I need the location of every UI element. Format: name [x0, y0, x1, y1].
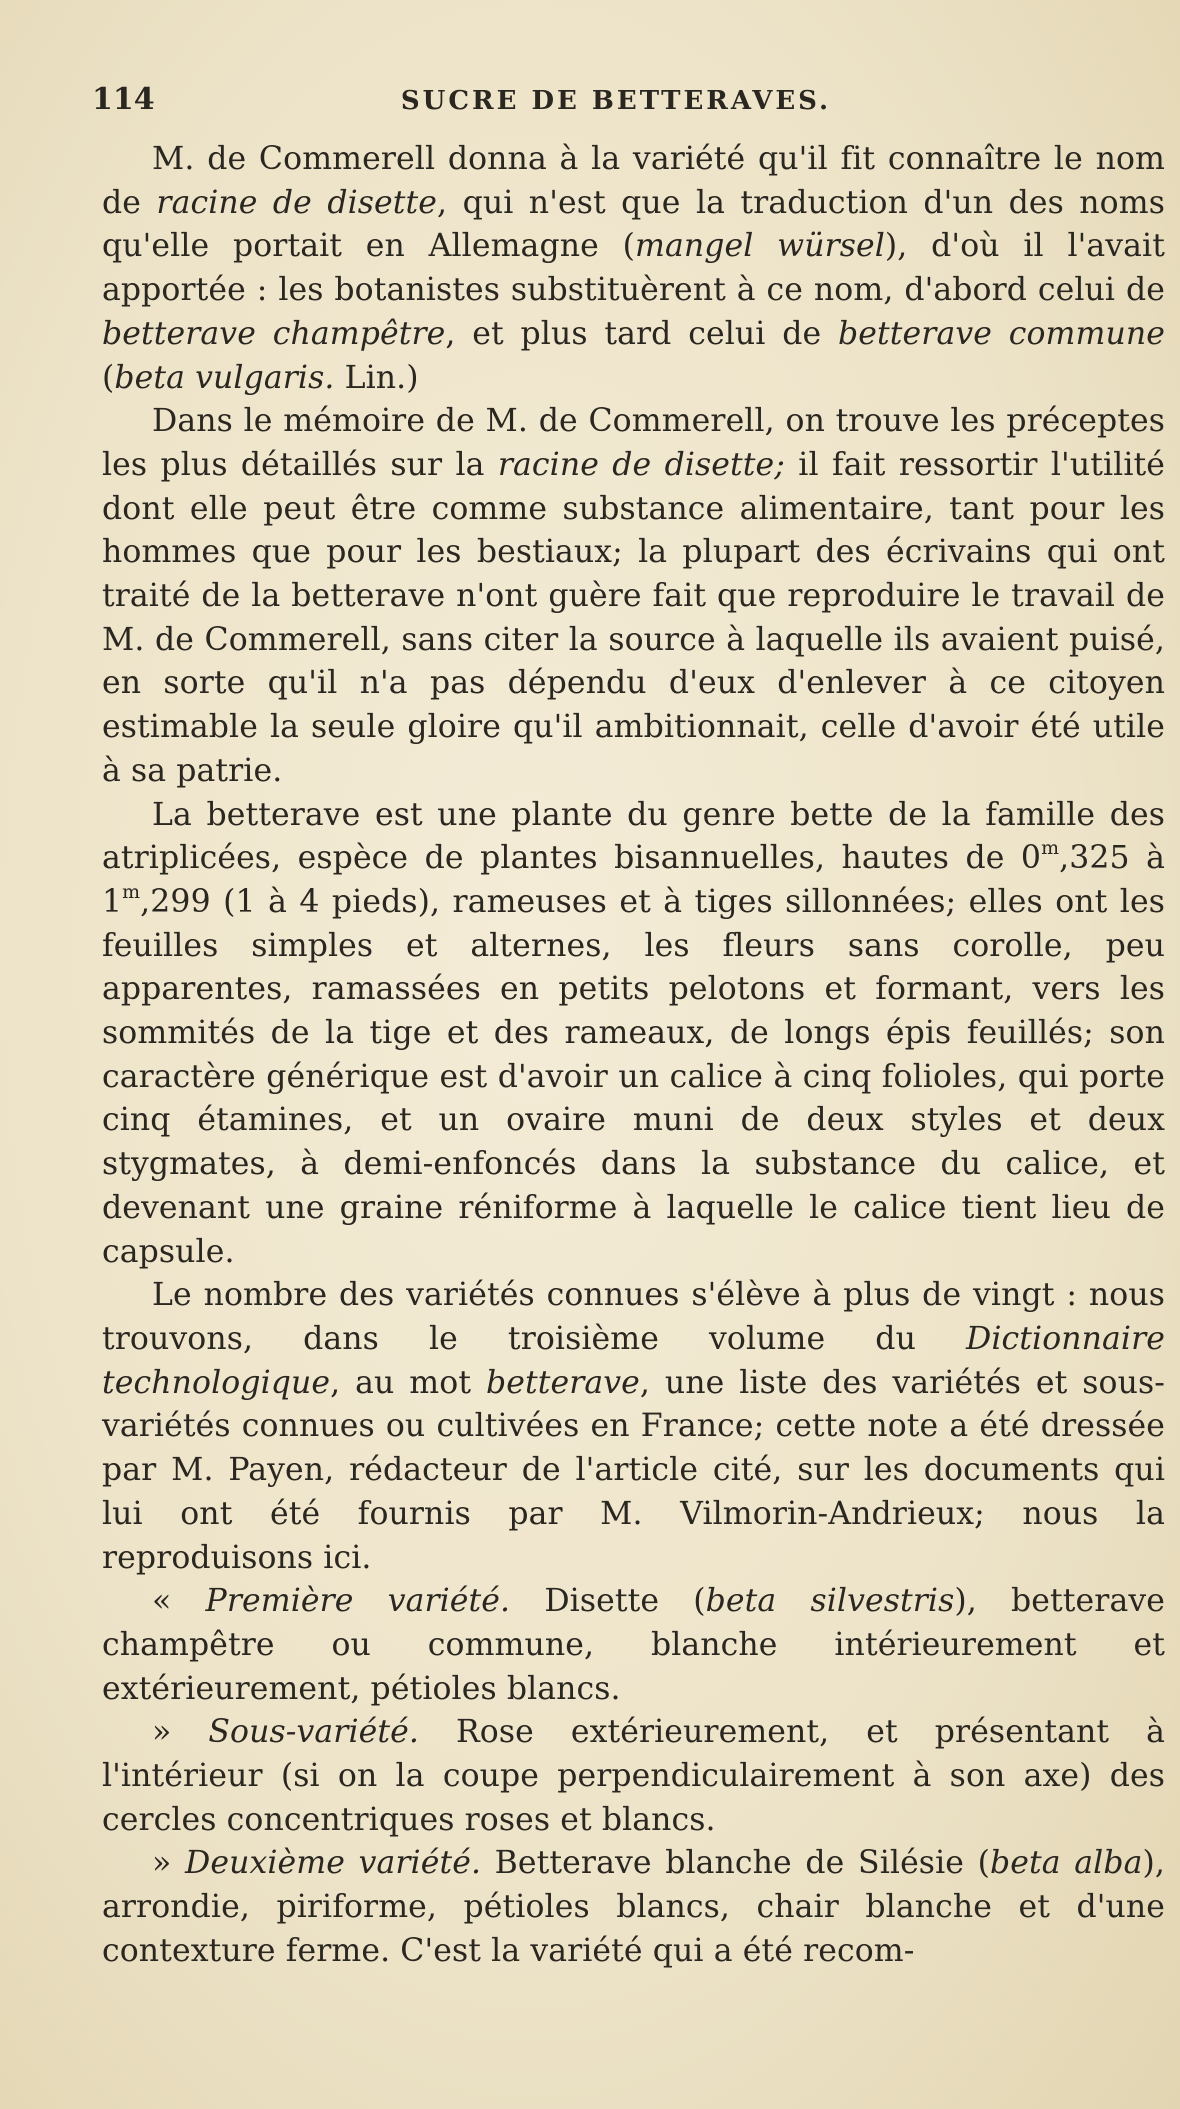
italic-text: betterave champêtre — [102, 315, 446, 352]
italic-text: betterave — [485, 1364, 640, 1401]
italic-text: Première variété. — [205, 1583, 511, 1620]
page-header — [92, 82, 1110, 132]
text-run: Disette ( — [510, 1583, 706, 1620]
running-title: SUCRE DE BETTERAVES. — [400, 86, 832, 116]
italic-text: Dictionnaire technologique — [102, 1320, 1165, 1401]
text-run: Dans le mémoire de M. de Commerell, on trouve les préceptes les plus détaillés sur la — [102, 403, 1165, 483]
text-run: ,299 (1 à 4 pieds), rameuses et à tiges sillonnées; elles ont les feuilles simples et alternes, les fleurs sans corolle, peu apparentes, ramassées en petits pelotons et formant, vers les sommités de la tige et des rameaux, de longs épis feuillés; son caractère générique est d'avoir un calice à cinq folioles, qui porte cinq étamines, et un ovaire muni de deux styles et deux stygmates, à demi-enfoncés dans la substance du calice, et devenant une graine réniforme à laquelle le calice tient lieu de capsule. — [102, 883, 1165, 1270]
text-run: M. de Commerell donna à la variété qu'il fit connaître le nom de — [102, 141, 1165, 221]
paragraph — [102, 1274, 1165, 1580]
text-run: ), d'où il l'avait apportée : les botanistes substituèrent à ce nom, d'abord celui de — [102, 228, 1165, 309]
italic-text: beta alba — [990, 1845, 1143, 1882]
paragraph — [102, 794, 1165, 1275]
paragraph — [102, 1842, 1165, 1973]
text-run: ( — [102, 359, 115, 396]
text-run: » — [152, 1714, 209, 1751]
text-run: , et plus tard celui de — [445, 315, 839, 352]
text-run: La betterave est une plante du genre bette de la famille des atriplicées, espèce de plantes bisannuelles, hautes de 0 — [102, 796, 1165, 877]
text-run: ,325 à 1 — [102, 840, 1165, 920]
italic-text: racine de disette; — [497, 446, 785, 483]
italic-text: mangel würsel — [634, 228, 885, 265]
italic-text: Sous-variété. — [208, 1714, 419, 1751]
text-run: Rose extérieurement, et présentant à l'intérieur (si on la coupe perpendiculairement à son axe) des cercles concentriques roses et blancs. — [102, 1714, 1165, 1838]
text-run: Le nombre des variétés connues s'élève à plus de vingt : nous trouvons, dans le troisième volume du — [102, 1277, 1165, 1357]
text-run: » — [152, 1845, 185, 1882]
text-run: , qui n'est que la traduction d'un des noms qu'elle portait en Allemagne ( — [102, 184, 1165, 265]
paragraph — [102, 1711, 1165, 1842]
page-number: 114 — [92, 82, 155, 117]
text-run: , au mot — [330, 1364, 486, 1401]
italic-text: Deuxième variété. — [185, 1845, 482, 1882]
paragraph — [102, 138, 1165, 400]
superscript-text: m — [122, 880, 141, 903]
text-run: « — [152, 1583, 206, 1620]
body-text — [102, 138, 1165, 1974]
italic-text: racine de disette — [156, 184, 438, 221]
paragraph — [102, 400, 1165, 793]
italic-text: beta silvestris — [705, 1583, 955, 1620]
text-run: il fait ressortir l'utilité dont elle peut être comme substance alimentaire, tant pour les hommes que pour les bestiaux; la plupart des écrivains qui ont traité de la betterave n'ont guère fait que reproduire le travail de M. de Commerell, sans citer la source à laquelle ils avaient puisé, en sorte qu'il n'a pas dépendu d'eux d'enlever à ce citoyen estimable la seule gloire qu'il ambitionnait, celle d'avoir été utile à sa patrie. — [102, 446, 1165, 789]
superscript-text: m — [1041, 837, 1060, 860]
text-run: ), arrondie, piriforme, pétioles blancs, chair blanche et d'une contexture ferme. C'est la variété qui a été recom- — [102, 1845, 1165, 1969]
text-run: , une liste des variétés et sous-variétés connues ou cultivées en France; cette note a été dressée par M. Payen, rédacteur de l'article cité, sur les documents qui lui ont été fournis par M. Vilmorin-Andrieux; nous la reproduisons ici. — [102, 1364, 1165, 1576]
text-run: Lin.) — [334, 359, 419, 396]
italic-text: betterave commune — [838, 315, 1165, 352]
italic-text: beta vulgaris. — [114, 359, 335, 396]
paragraph — [102, 1580, 1165, 1711]
text-run: ), betterave champêtre ou commune, blanche intérieurement et extérieurement, pétioles blancs. — [102, 1583, 1165, 1707]
text-run: Betterave blanche de Silésie ( — [481, 1845, 990, 1882]
